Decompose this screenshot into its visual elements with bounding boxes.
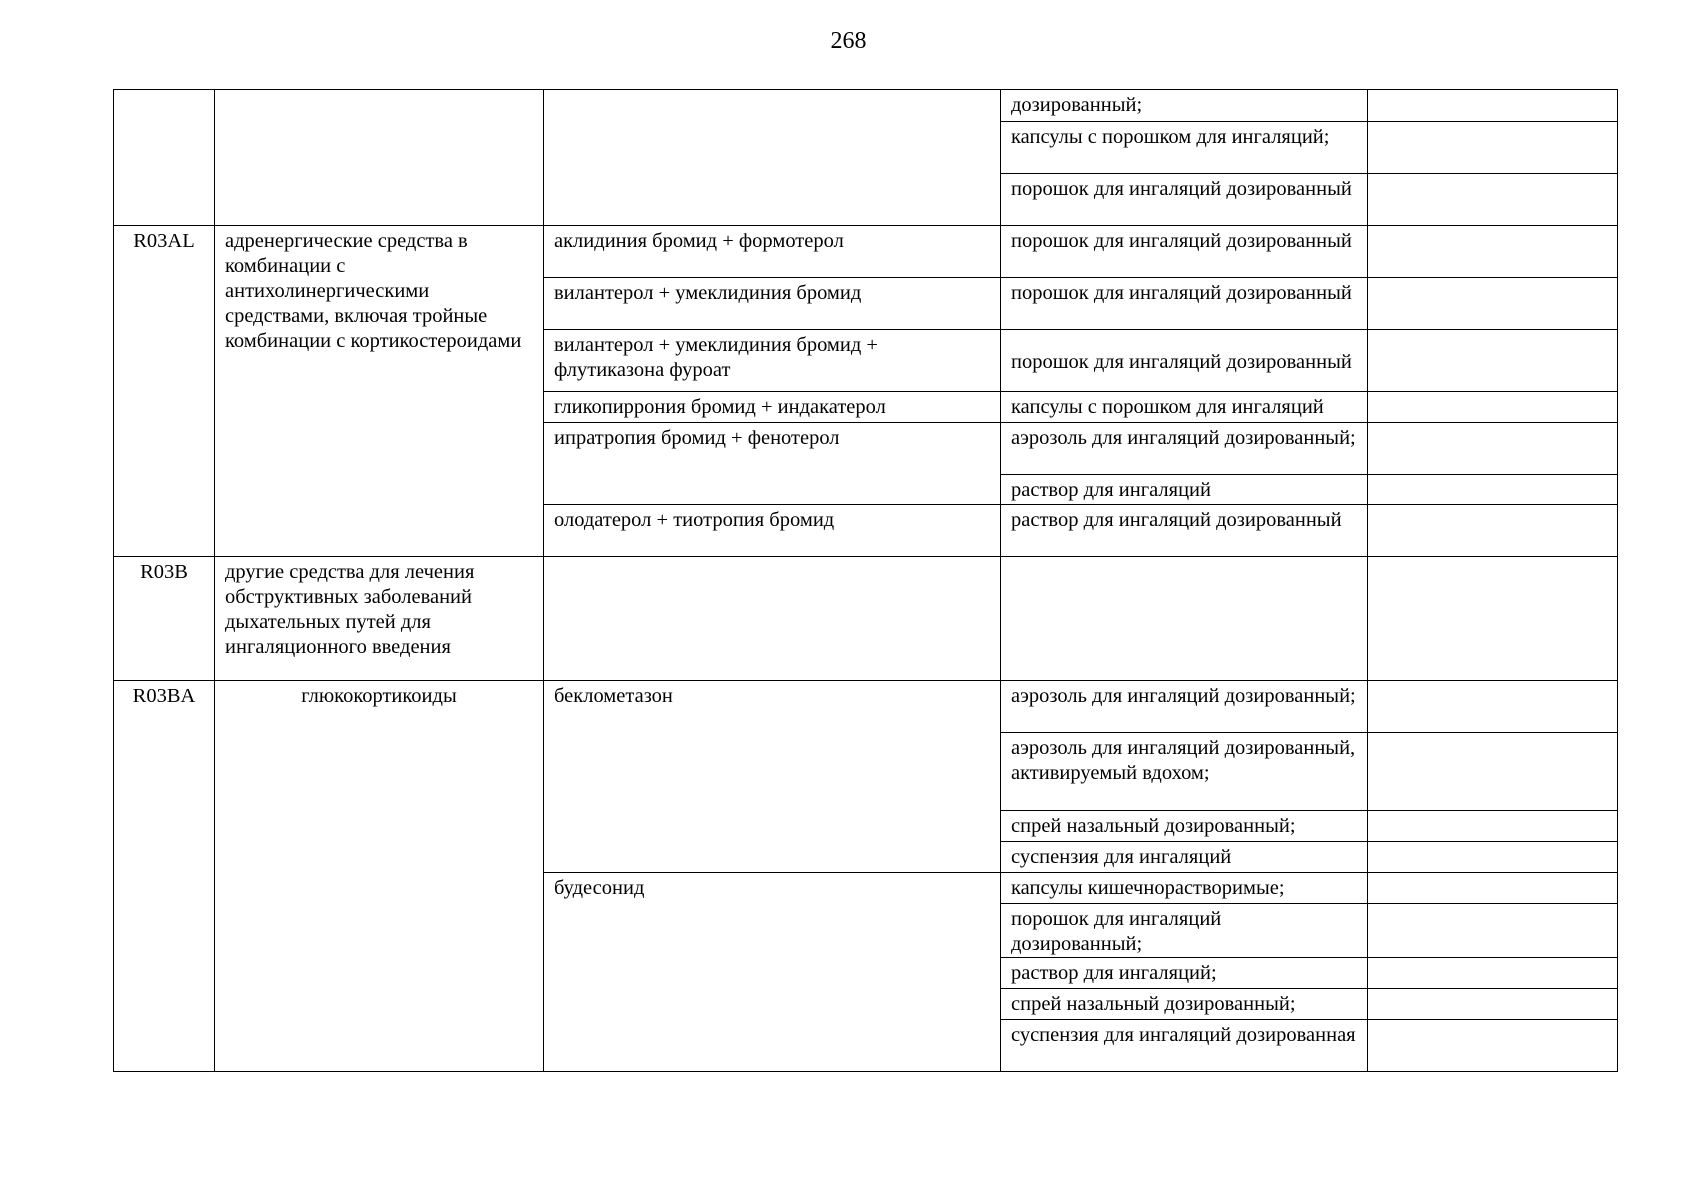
group-cell [215, 90, 544, 226]
atc-code-cell [114, 90, 215, 226]
dosage-form: раствор для ингаляций; [1001, 958, 1368, 989]
dosage-form: спрей назальный дозированный; [1001, 989, 1368, 1020]
dosage-form: порошок для ингаляций дозированный [1001, 226, 1368, 278]
dosage-form: порошок для ингаляций дозированный [1001, 278, 1368, 330]
dosage-form: дозированный; [1001, 90, 1368, 122]
drug-cell [544, 90, 1001, 226]
dosage-form: порошок для ингаляций дозированный [1001, 174, 1368, 226]
extra-cell [1368, 475, 1618, 505]
dosage-form: раствор для ингаляций дозированный [1001, 505, 1368, 557]
extra-cell [1368, 1020, 1618, 1072]
drug-name: аклидиния бромид + формотерол [544, 226, 1001, 278]
drug-name: будесонид [544, 873, 1001, 1072]
drug-name: ипратропия бромид + фенотерол [544, 423, 1001, 505]
table-row [114, 557, 1618, 681]
extra-cell [1368, 842, 1618, 873]
table-row [114, 681, 1618, 733]
drug-name: олодатерол + тиотропия бромид [544, 505, 1001, 557]
dosage-form: капсулы кишечнорастворимые; [1001, 873, 1368, 904]
dosage-form: аэрозоль для ингаляций дозированный; [1001, 681, 1368, 733]
group-name: другие средства для лечения обструктивных заболеваний дыхательных путей для ингаляционного введения [215, 557, 544, 681]
dosage-form: спрей назальный дозированный; [1001, 811, 1368, 842]
extra-cell [1368, 904, 1618, 958]
extra-cell [1368, 174, 1618, 226]
extra-cell [1368, 90, 1618, 122]
table-row [114, 90, 1618, 122]
drug-cell [544, 557, 1001, 681]
dosage-form: порошок для ингаляций дозированный [1001, 330, 1368, 392]
drug-table [113, 89, 1618, 1072]
drug-name: беклометазон [544, 681, 1001, 873]
extra-cell [1368, 423, 1618, 475]
drug-name: вилантерол + умеклидиния бромид + флутиказона фуроат [544, 330, 1001, 392]
extra-cell [1368, 557, 1618, 681]
extra-cell [1368, 392, 1618, 423]
drug-name: гликопиррония бромид + индакатерол [544, 392, 1001, 423]
atc-code: R03BA [114, 681, 215, 1072]
extra-cell [1368, 505, 1618, 557]
page-number: 268 [830, 28, 867, 54]
dosage-form: суспензия для ингаляций [1001, 842, 1368, 873]
extra-cell [1368, 811, 1618, 842]
extra-cell [1368, 681, 1618, 733]
dosage-form: капсулы с порошком для ингаляций; [1001, 122, 1368, 174]
table-row [114, 226, 1618, 278]
dosage-form: суспензия для ингаляций дозированная [1001, 1020, 1368, 1072]
atc-code: R03B [114, 557, 215, 681]
dosage-form: капсулы с порошком для ингаляций [1001, 392, 1368, 423]
dosage-form: раствор для ингаляций [1001, 475, 1368, 505]
dosage-form: порошок для ингаляций дозированный; [1001, 904, 1368, 958]
extra-cell [1368, 226, 1618, 278]
extra-cell [1368, 733, 1618, 811]
dosage-form-cell [1001, 557, 1368, 681]
group-name: адренергические средства в комбинации с антихолинергическими средствами, включая тройные комбинации с кортикостероидами [215, 226, 544, 557]
extra-cell [1368, 330, 1618, 392]
dosage-form: аэрозоль для ингаляций дозированный, активируемый вдохом; [1001, 733, 1368, 811]
extra-cell [1368, 958, 1618, 989]
group-name: глюкокортикоиды [215, 681, 544, 1072]
drug-name: вилантерол + умеклидиния бромид [544, 278, 1001, 330]
extra-cell [1368, 873, 1618, 904]
extra-cell [1368, 122, 1618, 174]
dosage-form: аэрозоль для ингаляций дозированный; [1001, 423, 1368, 475]
extra-cell [1368, 989, 1618, 1020]
atc-code: R03AL [114, 226, 215, 557]
extra-cell [1368, 278, 1618, 330]
